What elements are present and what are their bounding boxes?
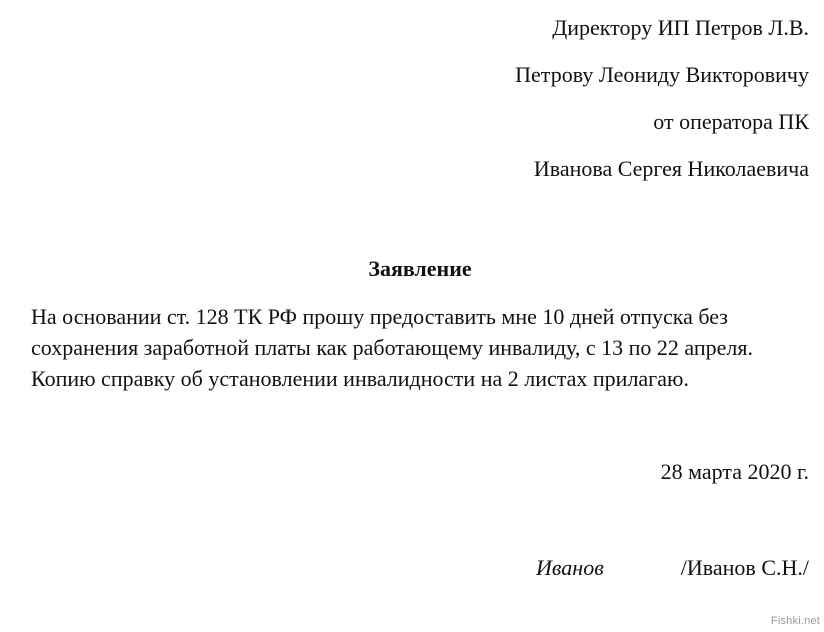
addressee-line-sender: Иванова Сергея Николаевича bbox=[533, 156, 809, 181]
handwritten-signature: Иванов bbox=[536, 555, 604, 580]
addressee-line-name: Петрову Леониду Викторовичу bbox=[515, 62, 809, 87]
body-line: На основании ст. 128 ТК РФ прошу предоставить мне 10 дней отпуска без bbox=[31, 304, 728, 329]
document-title: Заявление bbox=[368, 256, 472, 281]
document-date: 28 марта 2020 г. bbox=[660, 459, 809, 484]
body-line: Копию справку об установлении инвалидности на 2 листах прилагаю. bbox=[31, 366, 689, 391]
watermark: Fishki.net bbox=[770, 615, 820, 627]
body-line: сохранения заработной платы как работающему инвалиду, с 13 по 22 апреля. bbox=[31, 335, 753, 360]
addressee-line-from: от оператора ПК bbox=[653, 109, 809, 134]
document-body bbox=[31, 301, 811, 394]
addressee-block bbox=[515, 16, 809, 181]
signature-name: /Иванов С.Н./ bbox=[680, 555, 809, 580]
addressee-line-director: Директору ИП Петров Л.В. bbox=[552, 15, 809, 40]
